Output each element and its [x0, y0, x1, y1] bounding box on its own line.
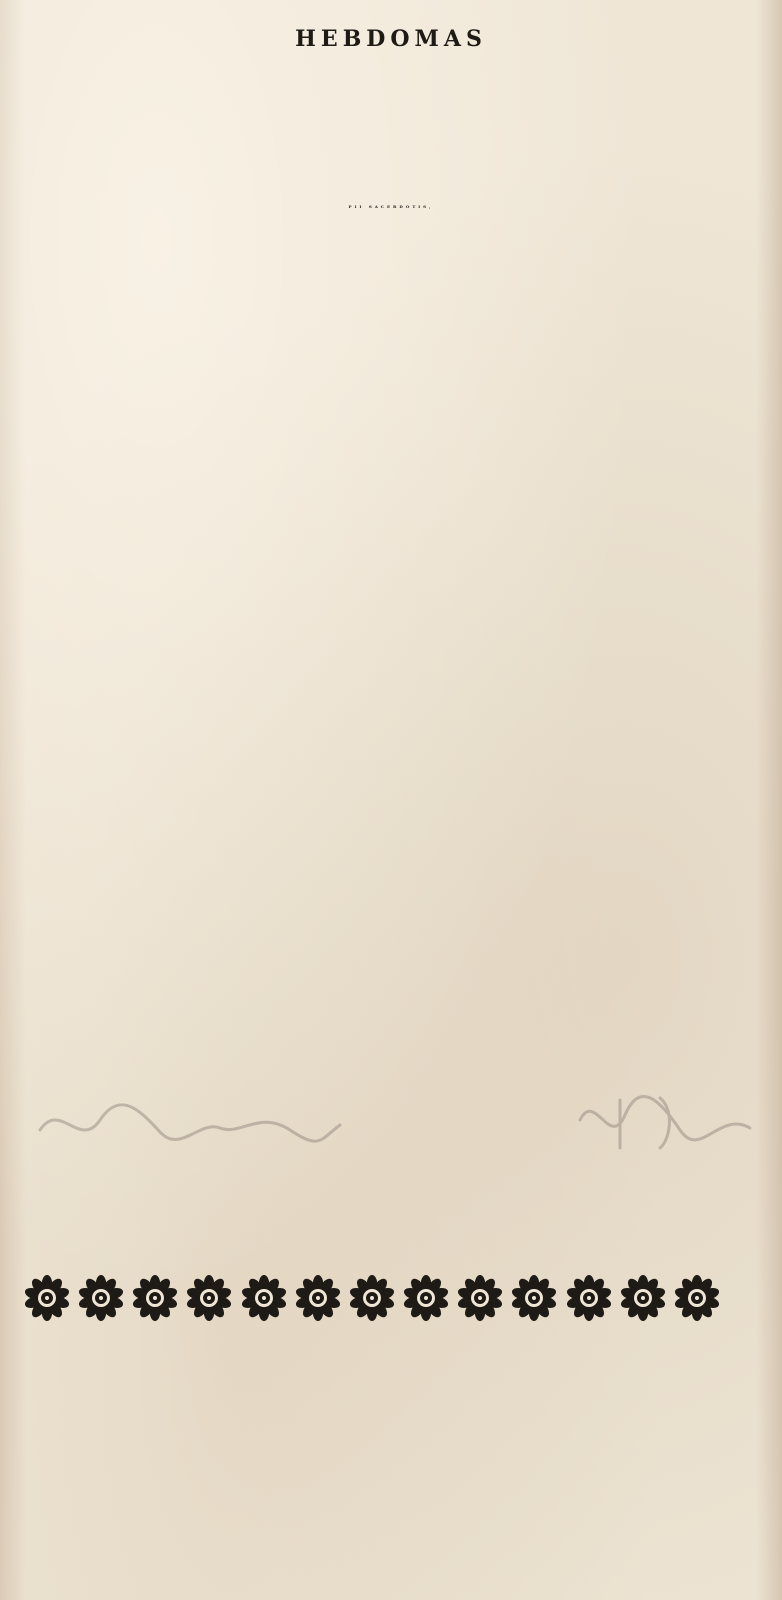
book-title: HEBDOMAS	[295, 26, 487, 52]
rosette-ornament-icon	[509, 1273, 559, 1323]
rosette-ornament-icon	[184, 1273, 234, 1323]
rosette-ornament-icon	[76, 1273, 126, 1323]
rosette-ornament-icon	[618, 1273, 668, 1323]
ornament-band	[22, 1272, 722, 1324]
rosette-ornament-icon	[672, 1273, 722, 1323]
title-line-pii-sacerdotis: PII SACERDOTIS,	[348, 204, 434, 209]
rosette-ornament-icon	[564, 1273, 614, 1323]
rosette-ornament-icon	[293, 1273, 343, 1323]
rosette-ornament-icon	[347, 1273, 397, 1323]
rosette-ornament-icon	[401, 1273, 451, 1323]
rosette-ornament-icon	[239, 1273, 289, 1323]
rosette-ornament-icon	[455, 1273, 505, 1323]
rosette-ornament-icon	[22, 1273, 72, 1323]
faded-ownership-inscription	[20, 1070, 782, 1170]
rosette-ornament-icon	[130, 1273, 180, 1323]
